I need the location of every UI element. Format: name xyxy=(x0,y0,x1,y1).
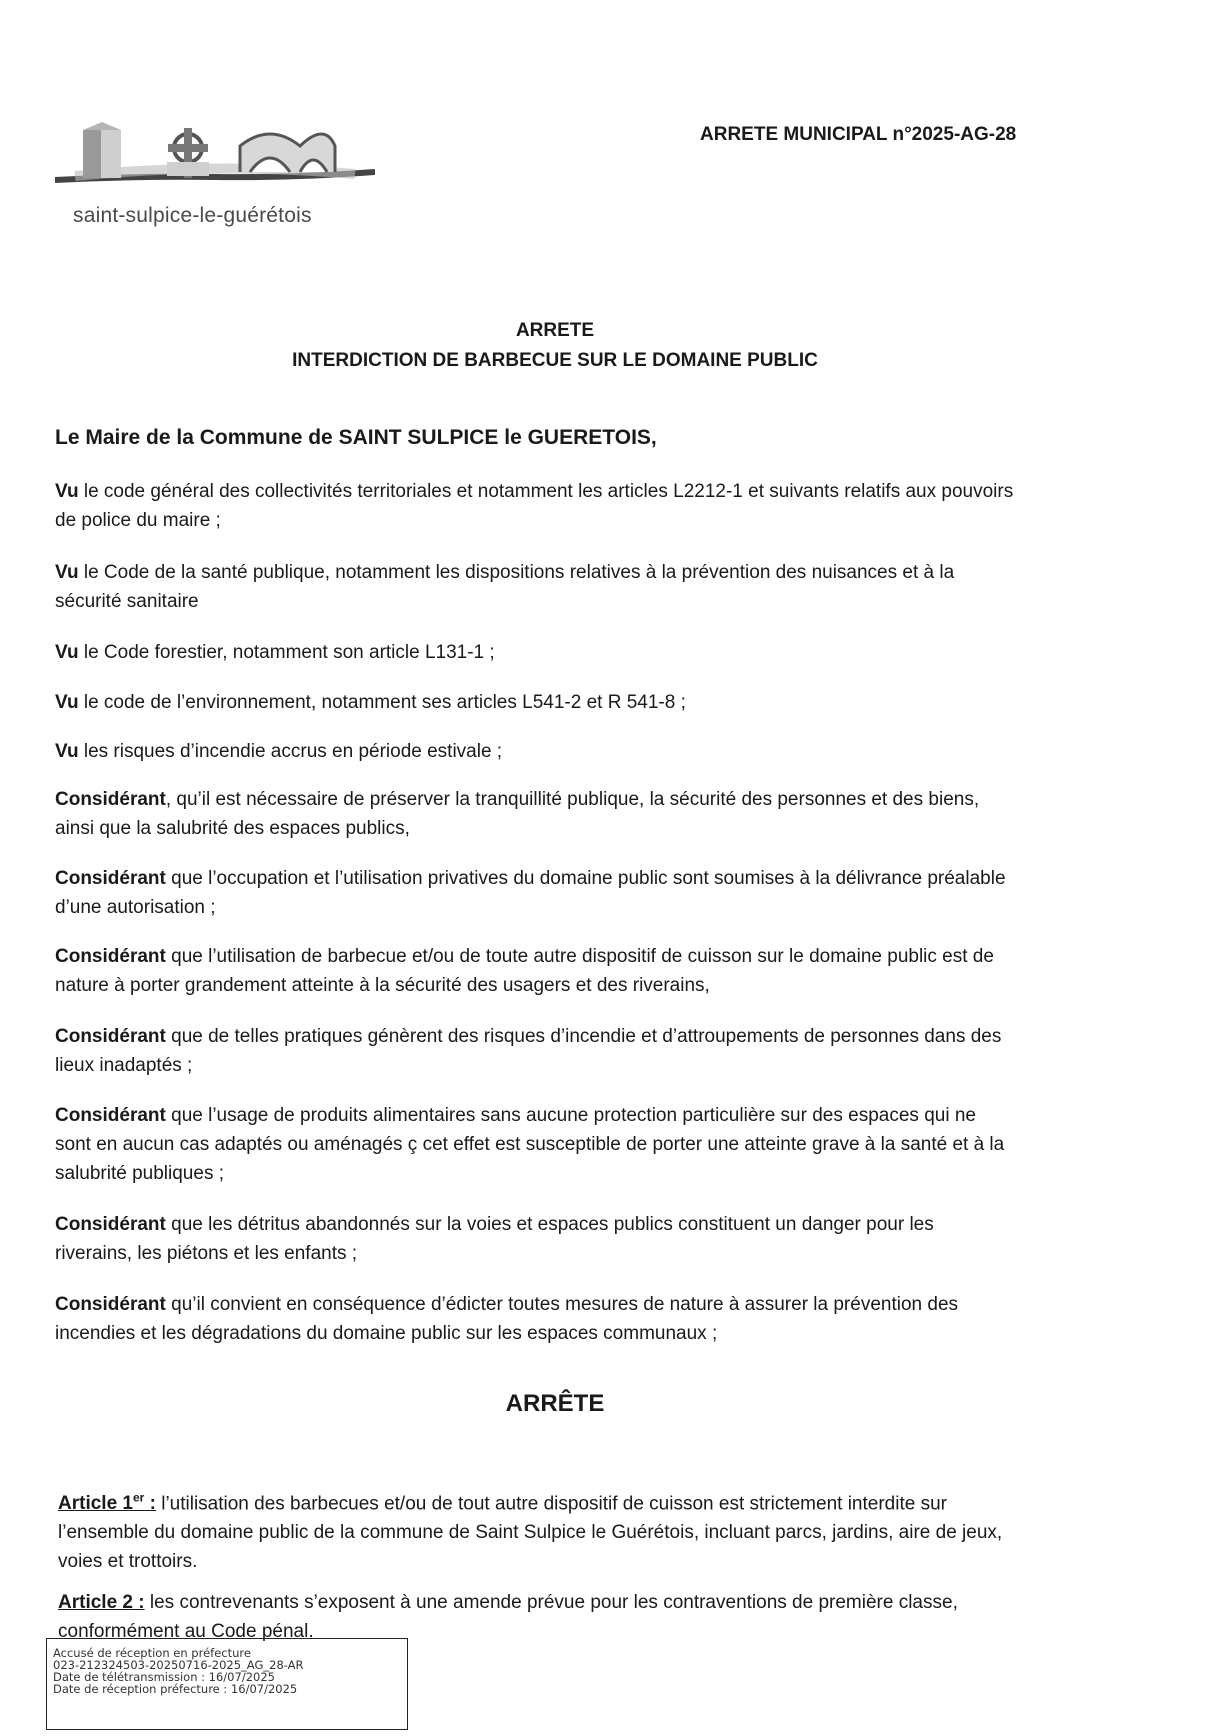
paragraph-lead: Vu xyxy=(55,692,79,713)
paragraph-vu-environnement xyxy=(55,688,1015,717)
stamp-line-3: Date de télétransmission : 16/07/2025 xyxy=(53,1670,275,1684)
landmarks-icon xyxy=(55,122,375,202)
paragraph-lead: Vu xyxy=(55,562,79,583)
article-1 xyxy=(58,1484,1018,1576)
paragraph-considerant-4 xyxy=(55,1022,1015,1080)
stamp-line-4: Date de réception préfecture : 16/07/2025 xyxy=(53,1682,298,1696)
paragraph-lead: Vu xyxy=(55,481,79,502)
mayor-line: Le Maire de la Commune de SAINT SULPICE le GUERETOIS, xyxy=(55,426,657,449)
paragraph-lead: Vu xyxy=(55,642,79,663)
paragraph-lead: Considérant xyxy=(55,789,166,810)
paragraph-vu-forestier xyxy=(55,638,1015,667)
paragraph-lead: Considérant xyxy=(55,946,166,967)
paragraph-text: les risques d’incendie accrus en période estivale ; xyxy=(78,741,503,762)
paragraph-lead: Considérant xyxy=(55,1214,166,1235)
paragraph-considerant-6 xyxy=(55,1210,1015,1268)
article-label: Article 1er : xyxy=(58,1491,156,1515)
article-superscript: er xyxy=(132,1491,145,1505)
paragraph-considerant-5 xyxy=(55,1101,1015,1188)
logo-text: saint-sulpice-le-guérétois xyxy=(73,204,312,227)
document-title xyxy=(0,316,1110,376)
paragraph-text: que l’utilisation de barbecue et/ou de toute autre dispositif de cuisson sur le domaine public est de nature à porter grandement atteinte à la sécurité des usagers et des riverains, xyxy=(55,946,994,996)
paragraph-considerant-1 xyxy=(55,785,1015,843)
title-line-2: INTERDICTION DE BARBECUE SUR LE DOMAINE PUBLIC xyxy=(292,350,818,371)
paragraph-text: qu’il convient en conséquence d’édicter toutes mesures de nature à assurer la prévention des incendies et les dégradations du domaine public sur les espaces communaux ; xyxy=(55,1294,959,1344)
paragraph-text: le code de l’environnement, notamment ses articles L541-2 et R 541-8 ; xyxy=(78,692,686,713)
paragraph-text: que de telles pratiques génèrent des risques d’incendie et d’attroupements de personnes dans des lieux inadaptés ; xyxy=(55,1026,1002,1076)
paragraph-text: le Code de la santé publique, notamment les dispositions relatives à la prévention des nuisances et à la sécurité sanitaire xyxy=(55,562,955,612)
paragraph-text: le code général des collectivités territoriales et notamment les articles L2212-1 et suivants relatifs aux pouvoirs de police du maire ; xyxy=(55,481,1014,531)
title-line-1: ARRETE xyxy=(515,320,595,341)
paragraph-lead: Considérant xyxy=(55,868,166,889)
paragraph-lead: Considérant xyxy=(55,1294,166,1315)
paragraph-considerant-7 xyxy=(55,1290,1015,1348)
paragraph-text: le Code forestier, notamment son article L131-1 ; xyxy=(78,642,495,663)
prefecture-receipt-stamp xyxy=(46,1638,408,1730)
article-text: les contrevenants s’exposent à une amende prévue pour les contraventions de première classe, conformément au Code pénal. xyxy=(58,1592,958,1642)
stamp-line-1: Accusé de réception en préfecture xyxy=(53,1646,251,1660)
paragraph-vu-cgct xyxy=(55,477,1015,535)
paragraph-text: que les détritus abandonnés sur la voies et espaces publics constituent un danger pour les riverains, les piétons et les enfants ; xyxy=(55,1214,934,1264)
paragraph-vu-risques xyxy=(55,737,1015,766)
paragraph-considerant-2 xyxy=(55,864,1015,922)
paragraph-considerant-3 xyxy=(55,942,1015,1000)
commune-logo xyxy=(55,122,375,232)
article-text: l’utilisation des barbecues et/ou de tout autre dispositif de cuisson est strictement interdite sur l’ensemble du domaine public de la commune de Saint Sulpice le Guérétois, incluant parcs, jardins, aire de jeux, voies et trottoirs. xyxy=(58,1493,1003,1573)
paragraph-lead: Considérant xyxy=(55,1026,166,1047)
arrete-heading: ARRÊTE xyxy=(505,1390,605,1417)
stamp-line-2: 023-212324503-20250716-2025_AG_28-AR xyxy=(53,1658,304,1672)
paragraph-text: que l’usage de produits alimentaires sans aucune protection particulière sur des espaces qui ne sont en aucun cas adaptés ou aménagés ç cet effet est susceptible de porter une atteinte grave à la santé et à la salubrité publiques ; xyxy=(55,1105,1005,1184)
paragraph-lead: Considérant xyxy=(55,1105,166,1126)
paragraph-text: , qu’il est nécessaire de préserver la tranquillité publique, la sécurité des personnes et des biens, ainsi que la salubrité des espaces publics, xyxy=(55,789,980,839)
article-label: Article 2 : xyxy=(58,1592,145,1613)
paragraph-text: que l’occupation et l’utilisation privatives du domaine public sont soumises à la délivrance préalable d’une autorisation ; xyxy=(55,868,1006,918)
decree-reference: ARRETE MUNICIPAL n°2025-AG-28 xyxy=(700,124,1017,145)
paragraph-lead: Vu xyxy=(55,741,79,762)
paragraph-vu-sante xyxy=(55,558,1015,616)
